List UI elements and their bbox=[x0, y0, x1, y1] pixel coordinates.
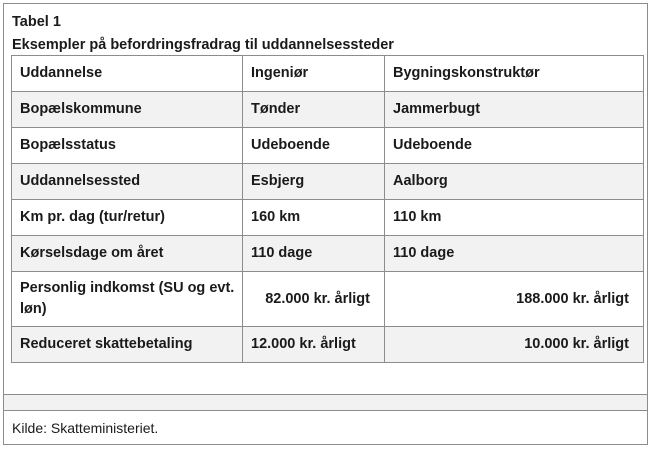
table-row bbox=[12, 56, 644, 92]
table-caption bbox=[12, 11, 394, 57]
table-row bbox=[12, 272, 644, 327]
table-cell: 160 km bbox=[243, 200, 385, 236]
table-row bbox=[12, 327, 644, 363]
table-cell: 12.000 kr. årligt bbox=[243, 327, 385, 363]
table-cell: Ingeniør bbox=[243, 56, 385, 92]
table-cell: 110 dage bbox=[243, 236, 385, 272]
footer-divider bbox=[3, 410, 648, 411]
table-row bbox=[12, 164, 644, 200]
table-cell: 10.000 kr. årligt bbox=[385, 327, 644, 363]
row-header: Bopælsstatus bbox=[12, 128, 243, 164]
row-header: Personlig indkomst (SU og evt. løn) bbox=[12, 272, 243, 327]
source-note: Kilde: Skatteministeriet. bbox=[12, 420, 159, 436]
table-cell: 110 km bbox=[385, 200, 644, 236]
table-cell: 188.000 kr. årligt bbox=[385, 272, 644, 327]
row-header: Uddannelse bbox=[12, 56, 243, 92]
table-cell: Aalborg bbox=[385, 164, 644, 200]
row-header: Kørselsdage om året bbox=[12, 236, 243, 272]
table-row bbox=[12, 128, 644, 164]
table-label: Tabel 1 bbox=[12, 14, 61, 30]
row-header: Reduceret skattebetaling bbox=[12, 327, 243, 363]
table-cell: Jammerbugt bbox=[385, 92, 644, 128]
table-cell: 82.000 kr. årligt bbox=[243, 272, 385, 327]
row-header: Km pr. dag (tur/retur) bbox=[12, 200, 243, 236]
table-row bbox=[12, 236, 644, 272]
table-row bbox=[12, 200, 644, 236]
data-table bbox=[11, 55, 644, 363]
table-cell: Udeboende bbox=[385, 128, 644, 164]
row-header: Bopælskommune bbox=[12, 92, 243, 128]
table-cell: 110 dage bbox=[385, 236, 644, 272]
table-cell: Tønder bbox=[243, 92, 385, 128]
footer-spacer bbox=[4, 395, 647, 410]
row-header: Uddannelsessted bbox=[12, 164, 243, 200]
table-row bbox=[12, 92, 644, 128]
table-cell: Bygningskonstruktør bbox=[385, 56, 644, 92]
table-cell: Esbjerg bbox=[243, 164, 385, 200]
table-cell: Udeboende bbox=[243, 128, 385, 164]
table-title: Eksempler på befordringsfradrag til uddannelsessteder bbox=[12, 37, 394, 53]
